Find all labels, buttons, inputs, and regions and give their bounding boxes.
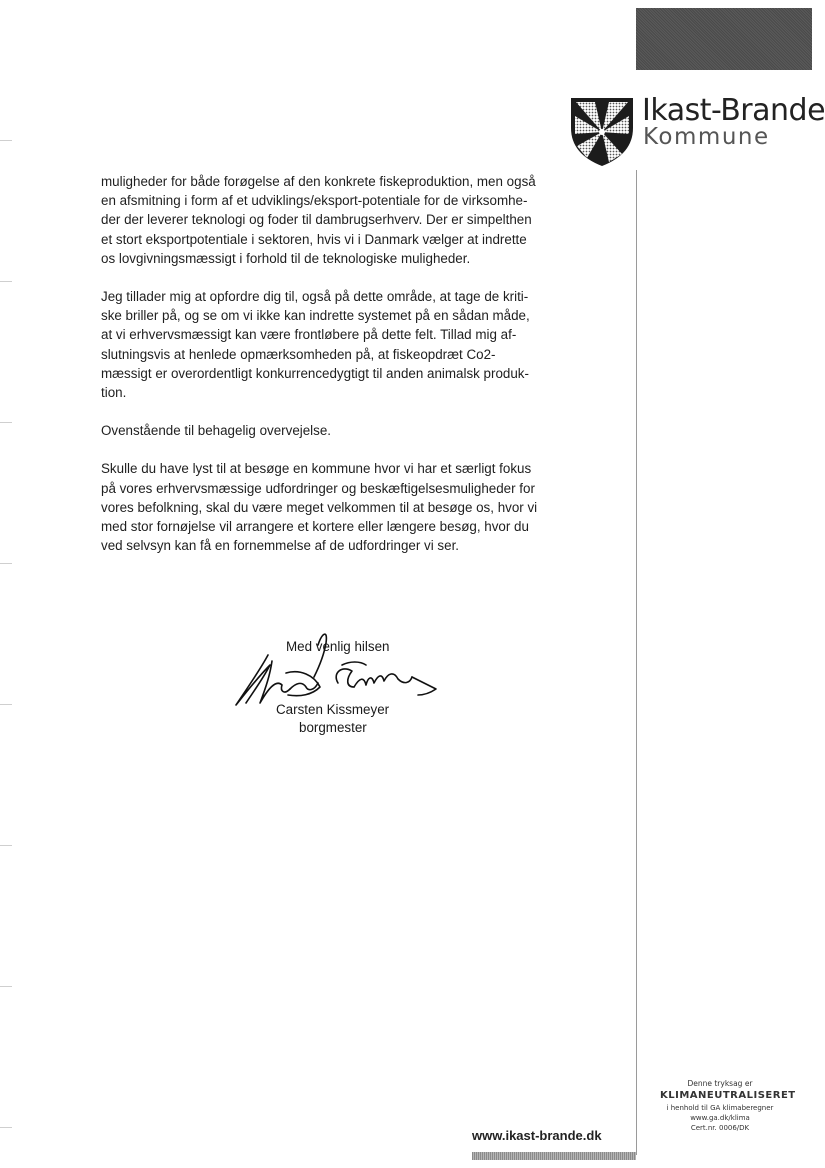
text-line: på vores erhvervsmæssige udfordringer og beskæftigelsesmuligheder for	[101, 480, 535, 496]
text-line: os lovgivningsmæssigt i forhold til de teknologiske muligheder.	[101, 250, 471, 266]
climate-cert: Cert.nr. 0006/DK	[690, 1124, 750, 1132]
text-line: ved selvsyn kan få en fornemmelse af de udfordringer vi ser.	[101, 538, 460, 554]
paragraph	[101, 421, 581, 440]
text-line: at vi erhvervsmæssigt kan være frontløbere på dette felt. Tillad mig af-	[101, 327, 517, 343]
letter-closing	[230, 625, 470, 740]
municipality-shield-logo	[567, 96, 637, 168]
logo-subtitle: Kommune	[643, 124, 770, 150]
letter-body	[101, 172, 581, 574]
text-line: mæssigt er overordentligt konkurrencedygtigt til anden animalsk produk-	[101, 365, 529, 381]
climate-neutral-notice	[660, 1078, 796, 1133]
text-line: muligheder for både forøgelse af den konkrete fiskeproduktion, men også	[101, 174, 536, 189]
text-line: Jeg tillader mig at opfordre dig til, også på dette område, at tage de kriti-	[101, 289, 529, 305]
header-gray-block	[636, 8, 812, 70]
text-line: med stor fornøjelse vil arrangere et kortere eller længere besøg, hvor du	[101, 519, 529, 535]
text-line: vores befolkning, skal du være meget velkommen til at besøge os, hvor vi	[101, 499, 538, 515]
climate-heading: KLIMANEUTRALISERET	[660, 1090, 796, 1101]
text-line: en afsmitning i form af et udviklings/eksport-potentiale for de virksomhe-	[101, 193, 528, 209]
text-line: Ovenstående til behagelig overvejelse.	[101, 423, 332, 439]
signer-name: Carsten Kissmeyer	[276, 702, 390, 717]
paragraph	[101, 172, 581, 268]
footer-gray-bar	[472, 1152, 636, 1160]
climate-line: Denne tryksag er	[687, 1079, 753, 1088]
text-line: et stort eksportpotentiale i sektoren, hvis vi i Danmark vælger at indrette	[101, 231, 527, 247]
closing-greeting: Med venlig hilsen	[286, 639, 390, 654]
text-line: der der leverer teknologi og foder til dambrugserhverv. Der er simpelthen	[101, 212, 532, 228]
logo-wordmark: Ikast-Brande	[642, 93, 825, 128]
paragraph	[101, 287, 581, 402]
text-line: slutningsvis at henlede opmærksomheden på, at fiskeopdræt Co2-	[101, 346, 496, 362]
scan-edge-specks	[0, 0, 12, 1168]
margin-rule	[636, 170, 637, 1155]
signer-title: borgmester	[299, 720, 367, 735]
paragraph	[101, 459, 581, 555]
climate-url: www.ga.dk/klima	[690, 1114, 750, 1122]
text-line: ske briller på, og se om vi ikke kan indrette systemet på en sådan måde,	[101, 308, 530, 324]
text-line: Skulle du have lyst til at besøge en kommune hvor vi har et særligt fokus	[101, 461, 532, 477]
text-line: tion.	[101, 385, 127, 401]
website-address: www.ikast-brande.dk	[472, 1128, 602, 1143]
climate-line: i henhold til GA klimaberegner	[666, 1104, 774, 1112]
